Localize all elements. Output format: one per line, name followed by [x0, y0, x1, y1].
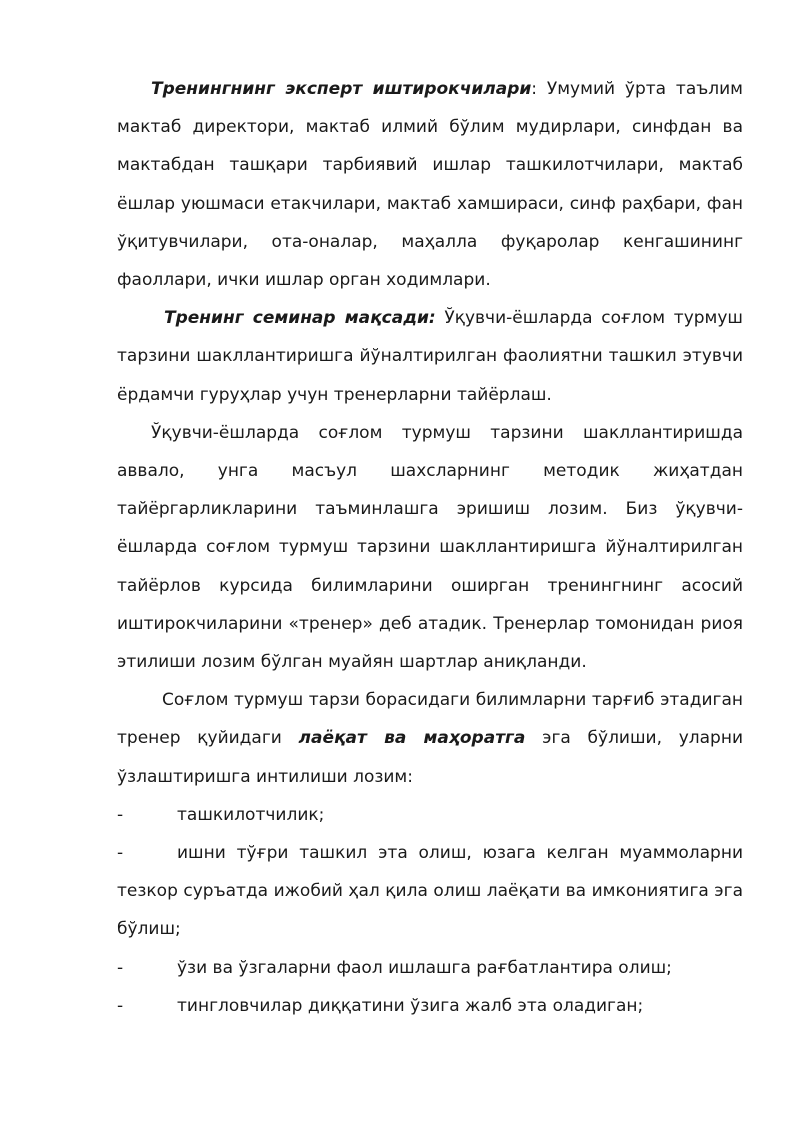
paragraph-emphasis: лаёқат ва маҳоратга	[298, 728, 526, 749]
paragraph-expert-participants	[117, 70, 743, 299]
list-item	[117, 987, 743, 1025]
paragraph-seminar-goal	[117, 299, 743, 414]
list-item	[117, 949, 743, 987]
paragraph-body: : Умумий ўрта таълим мактаб директори, мактаб илмий бўлим мудирлари, синфдан ва мактабдан ташқари тарбиявий ишлар ташкилотчилари, мактаб ёшлар уюшмаси етакчилари, мактаб хамшираси, синф раҳбари, фан ўқитувчилари, ота-оналар, маҳалла фуқаролар кенгашининг фаоллари, ички ишлар орган ходимлари.	[117, 79, 743, 291]
paragraph-lead-term: Тренинг семинар мақсади:	[164, 308, 436, 329]
paragraph-trainer-definition: Ўқувчи-ёшларда соғлом турмуш тарзини шакллантиришда аввало, унга масъул шахсларнинг методик жиҳатдан тайёргарликларини таъминлашга эришиш лозим. Биз ўқувчи-ёшларда соғлом турмуш тарзини шакллантиришга йўналтирилган тайёрлов курсида билимларини оширган тренингнинг асосий иштирокчиларини «тренер» деб атадик. Тренерлар томонидан риоя этилиши лозим бўлган муайян шартлар аниқланди.	[117, 422, 743, 673]
document-page	[117, 70, 743, 1025]
list-item-text: тингловчилар диққатини ўзига жалб эта оладиган;	[177, 995, 644, 1016]
list-item-text: ишни тўғри ташкил эта олиш, юзага келган муаммоларни тезкор суръатда ижобий ҳал қила олиш лаёқати ва имкониятига эга бўлиш;	[117, 843, 743, 940]
list-bullet: -	[117, 995, 124, 1016]
paragraph-body: эга бўлиши, уларни ўзлаштиришга интилиши лозим:	[117, 728, 743, 787]
list-item-text: ўзи ва ўзгаларни фаол ишлашга рағбатлантира олиш;	[177, 957, 672, 978]
paragraph-trainer-skills	[117, 681, 743, 796]
list-bullet: -	[117, 804, 124, 825]
list-bullet: -	[117, 843, 124, 864]
paragraph-body: Ўқувчи-ёшларда соғлом турмуш тарзини шакллантиришга йўналтирилган фаолиятни ташкил этувчи ёрдамчи гуруҳлар учун тренерларни тайёрлаш.	[117, 308, 743, 405]
paragraph-lead-term: Тренингнинг эксперт иштирокчилари	[151, 79, 532, 99]
list-item	[117, 796, 743, 834]
paragraph-body: Соғлом турмуш тарзи борасидаги билимларни тарғиб этадиган тренер қуйидаги	[117, 690, 743, 749]
list-item	[117, 834, 743, 949]
list-bullet: -	[117, 957, 124, 978]
list-item-text: ташкилотчилик;	[177, 804, 325, 825]
